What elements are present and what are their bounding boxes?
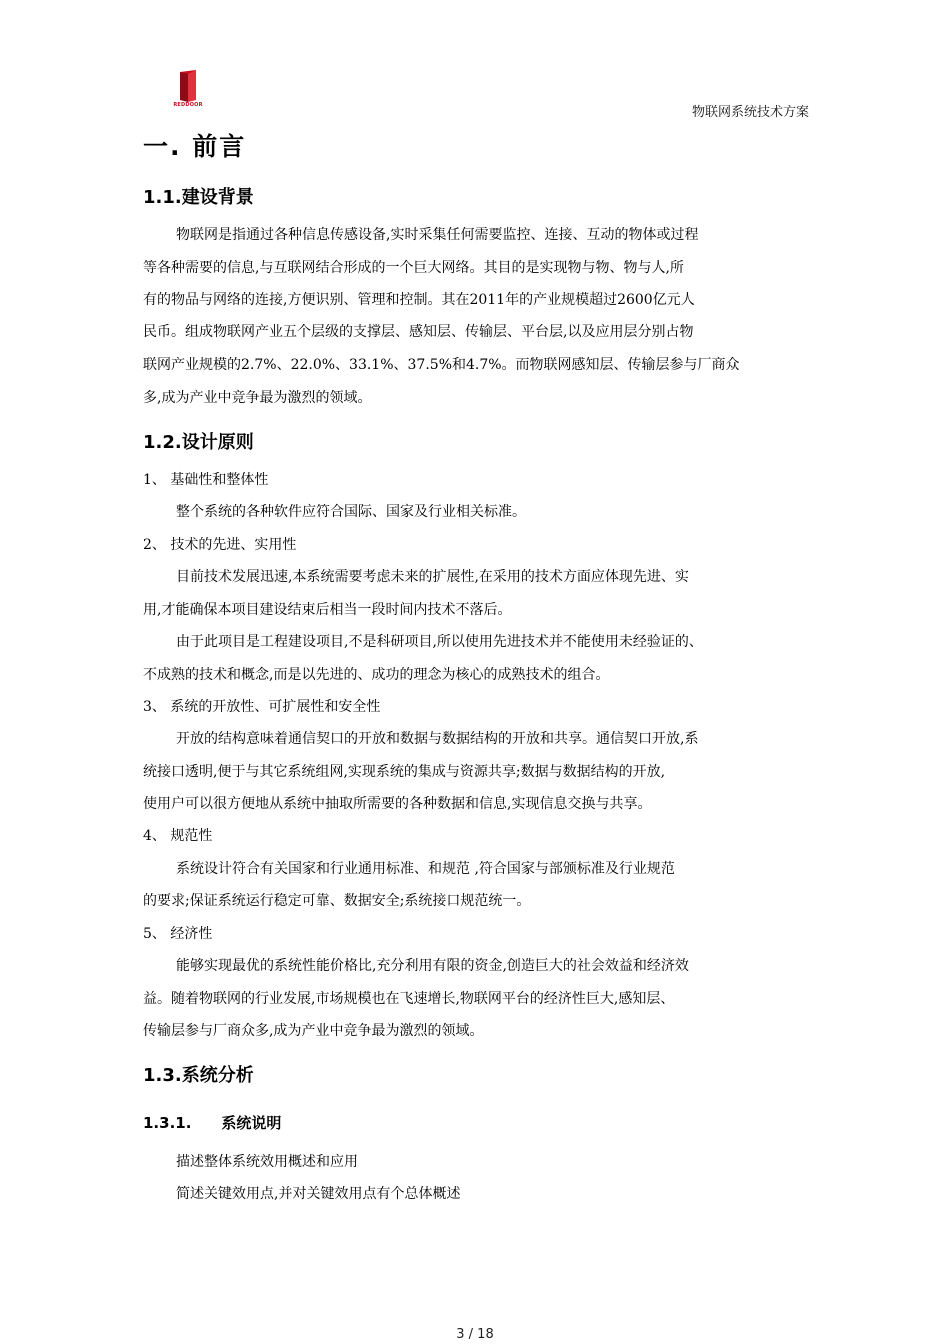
paragraph-line: 由于此项目是工程建设项目,不是科研项目,所以使用先进技术并不能使用未经验证的、 <box>176 634 703 650</box>
paragraph-line: 联网产业规模的2.7%、22.0%、33.1%、37.5%和4.7%。而物联网感知层、传输层参与厂商众 <box>143 357 740 373</box>
list-item-title: 5、 经济性 <box>143 926 213 942</box>
document-header-title: 物联网系统技术方案 <box>691 105 809 120</box>
list-item-title: 3、 系统的开放性、可扩展性和安全性 <box>143 699 381 715</box>
logo-text: REDDOOR <box>173 102 203 108</box>
paragraph-line: 使用户可以很方便地从系统中抽取所需要的各种数据和信息,实现信息交换与共享。 <box>143 796 652 812</box>
chapter-title: 一. 前言 <box>143 132 247 161</box>
paragraph-line: 有的物品与网络的连接,方便识别、管理和控制。其在2011年的产业规模超过2600亿元人 <box>143 292 695 308</box>
paragraph-line: 益。随着物联网的行业发展,市场规模也在飞速增长,物联网平台的经济性巨大,感知层、 <box>143 991 675 1007</box>
subsection-heading-1-3-1 <box>143 1112 281 1133</box>
list-item-title: 2、 技术的先进、实用性 <box>143 537 297 553</box>
door-logo-icon <box>166 70 210 102</box>
paragraph-line: 统接口透明,便于与其它系统组网,实现系统的集成与资源共享;数据与数据结构的开放, <box>143 764 666 780</box>
paragraph-line: 物联网是指通过各种信息传感设备,实时采集任何需要监控、连接、互动的物体或过程 <box>176 227 699 243</box>
paragraph-line: 民币。组成物联网产业五个层级的支撑层、感知层、传输层、平台层,以及应用层分别占物 <box>143 324 694 340</box>
subsection-title: 系统说明 <box>221 1114 282 1132</box>
company-logo <box>166 70 210 118</box>
paragraph-line: 多,成为产业中竞争最为激烈的领域。 <box>143 390 372 406</box>
paragraph-line: 的要求;保证系统运行稳定可靠、数据安全;系统接口规范统一。 <box>143 893 531 909</box>
paragraph-line: 整个系统的各种软件应符合国际、国家及行业相关标准。 <box>176 504 526 520</box>
paragraph-line: 目前技术发展迅速,本系统需要考虑未来的扩展性,在采用的技术方面应体现先进、实 <box>176 569 689 585</box>
paragraph-line: 传输层参与厂商众多,成为产业中竞争最为激烈的领域。 <box>143 1023 484 1039</box>
paragraph-line: 能够实现最优的系统性能价格比,充分利用有限的资金,创造巨大的社会效益和经济效 <box>176 958 689 974</box>
paragraph-line: 不成熟的技术和概念,而是以先进的、成功的理念为核心的成熟技术的组合。 <box>143 667 610 683</box>
paragraph-line: 描述整体系统效用概述和应用 <box>176 1154 358 1170</box>
paragraph-line: 用,才能确保本项目建设结束后相当一段时间内技术不落后。 <box>143 602 512 618</box>
list-item-title: 4、 规范性 <box>143 828 213 844</box>
list-item-title: 1、 基础性和整体性 <box>143 472 269 488</box>
section-heading-1-2: 1.2.设计原则 <box>143 432 254 453</box>
paragraph-line: 简述关键效用点,并对关键效用点有个总体概述 <box>176 1186 461 1202</box>
paragraph-line: 开放的结构意味着通信契口的开放和数据与数据结构的开放和共享。通信契口开放,系 <box>176 731 699 747</box>
section-heading-1-1: 1.1.建设背景 <box>143 187 254 208</box>
paragraph-line: 系统设计符合有关国家和行业通用标准、和规范 ,符合国家与部颁标准及行业规范 <box>176 861 675 877</box>
subsection-number: 1.3.1. <box>143 1114 192 1132</box>
section-heading-1-3: 1.3.系统分析 <box>143 1065 254 1086</box>
paragraph-line: 等各种需要的信息,与互联网结合形成的一个巨大网络。其目的是实现物与物、物与人,所 <box>143 260 684 276</box>
page-number: 3 / 18 <box>456 1327 494 1342</box>
